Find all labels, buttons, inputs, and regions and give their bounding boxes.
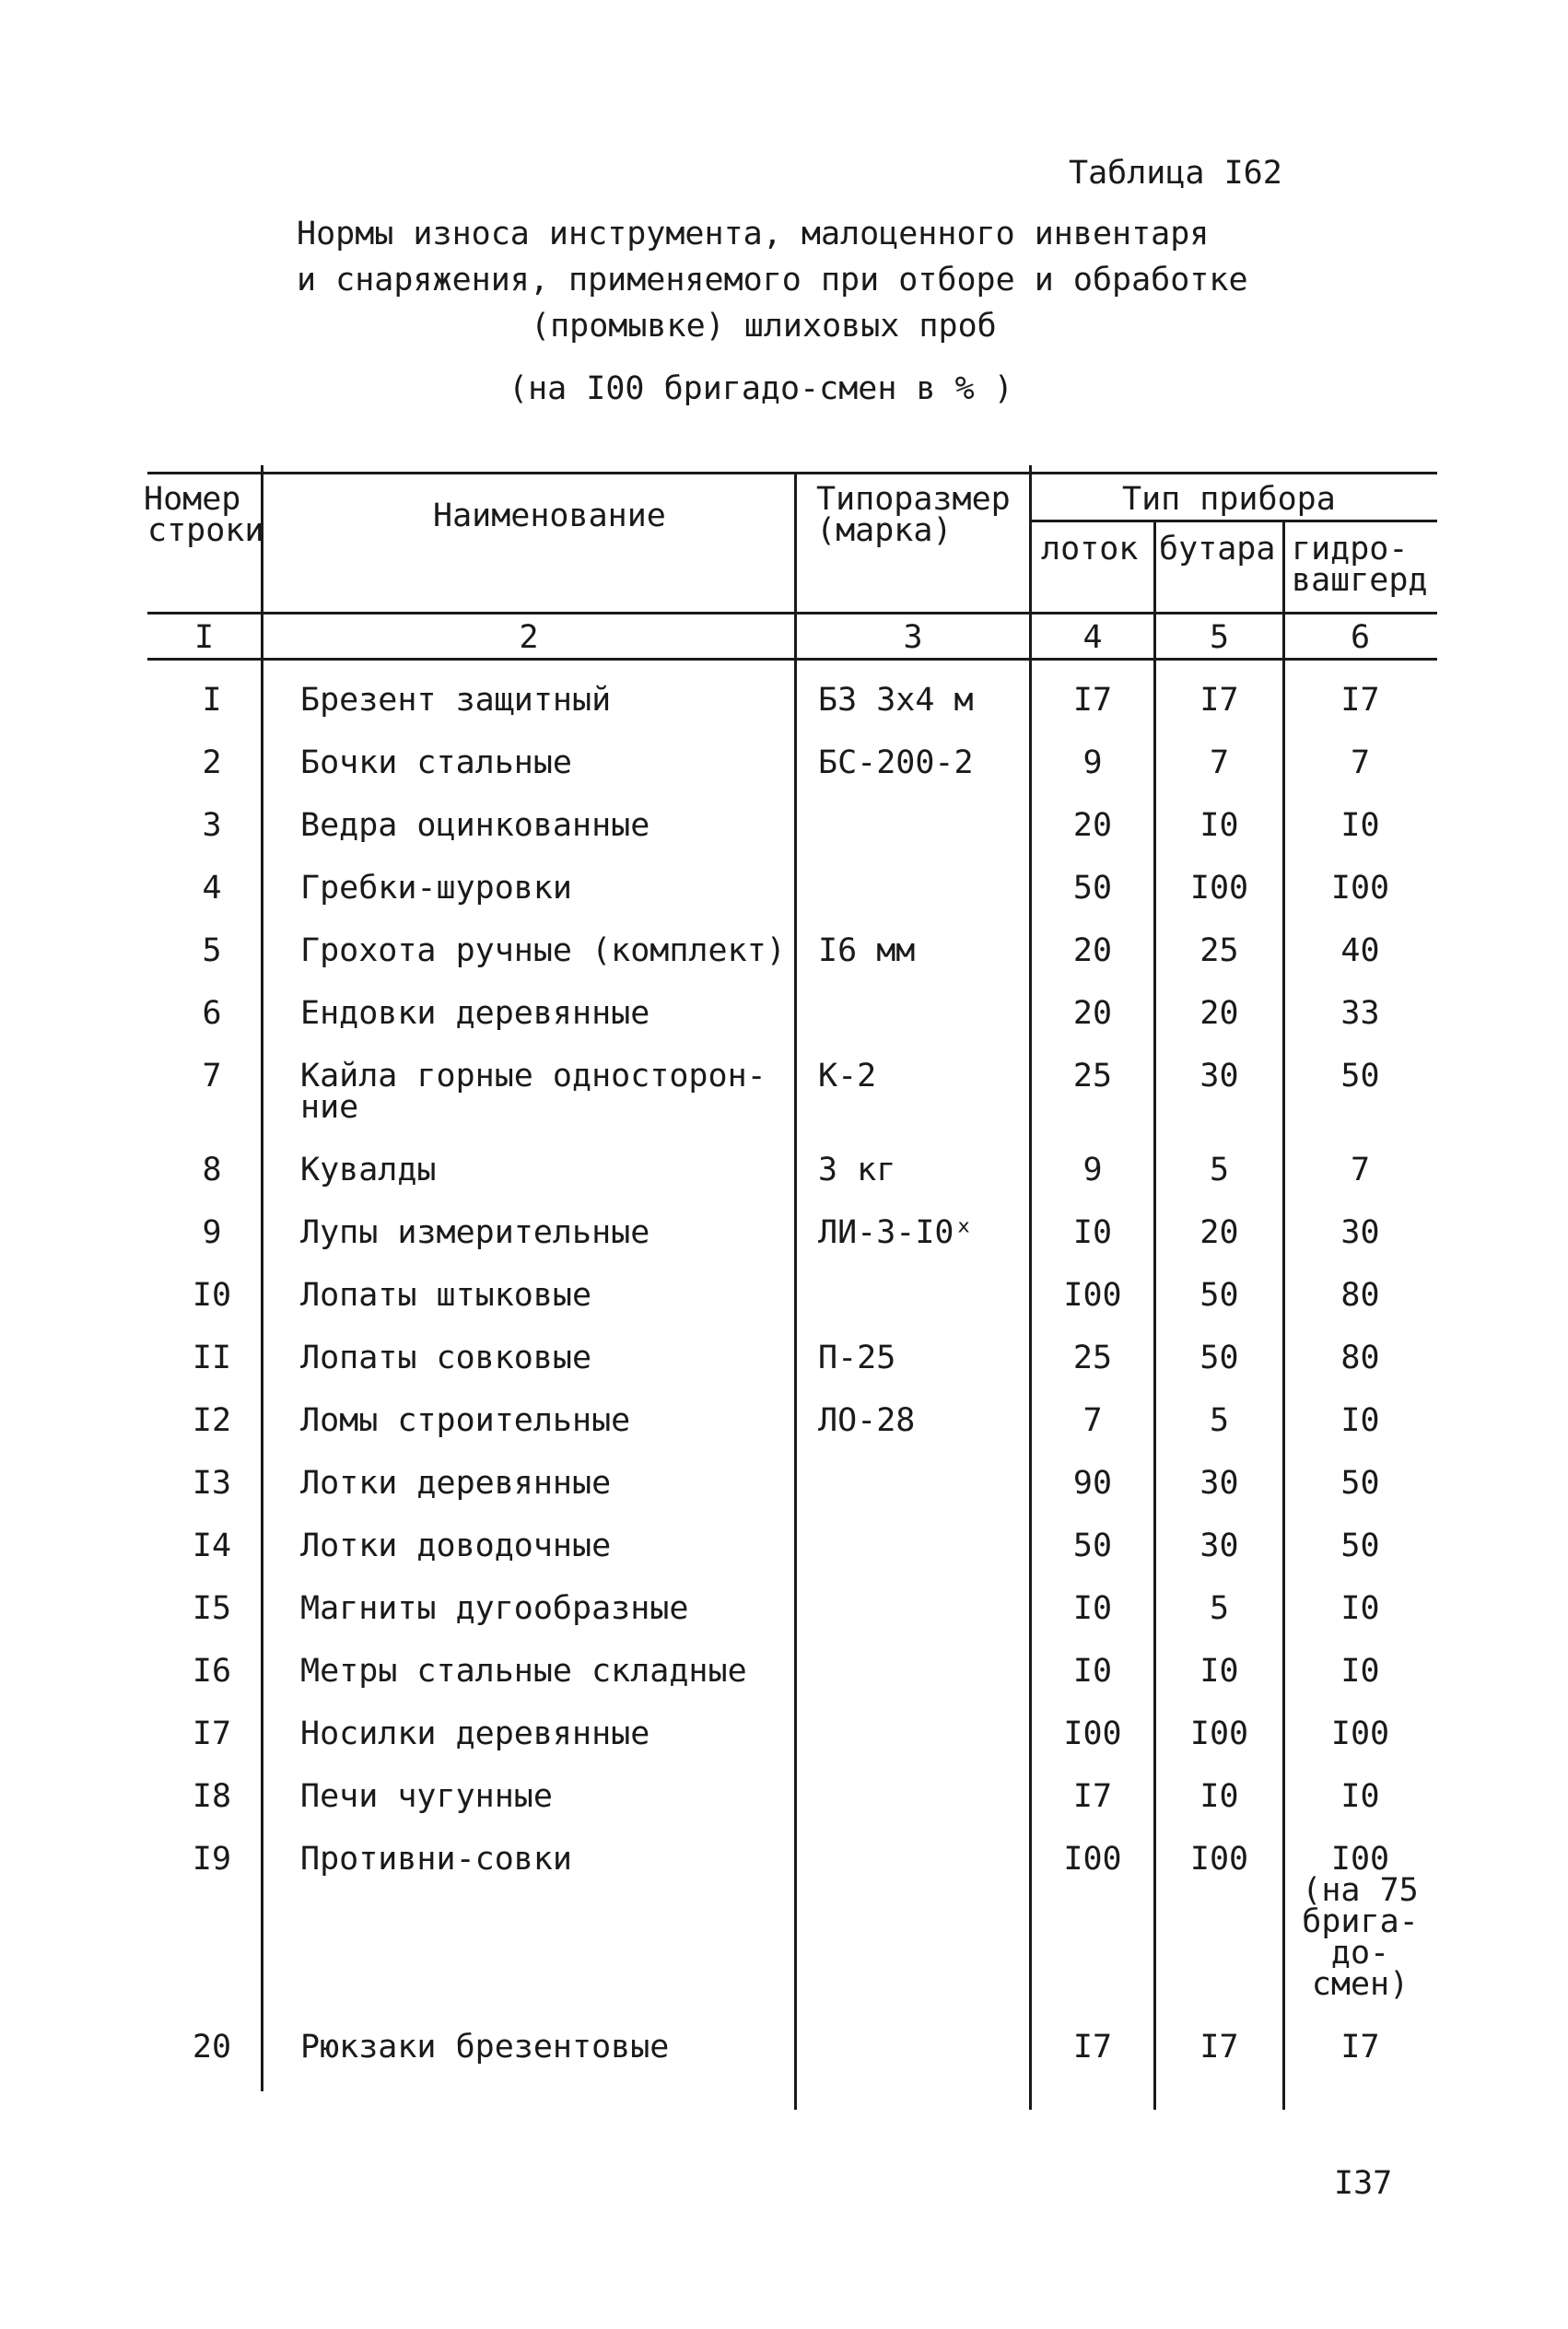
value-gidrovashgerd: 80 <box>1340 1340 1380 1376</box>
item-size: П-25 <box>818 1340 896 1376</box>
header-col1-line1: Номер <box>144 481 241 518</box>
value-lotok: 20 <box>1072 932 1113 969</box>
table-label: Таблица I62 <box>1069 155 1282 192</box>
item-name: Лотки доводочные <box>300 1527 612 1564</box>
value-butara: 20 <box>1199 1214 1239 1251</box>
value-butara: 30 <box>1199 1058 1239 1094</box>
row-number: I5 <box>192 1590 232 1627</box>
value-gidrovashgerd: смен) <box>1311 1966 1410 2003</box>
row-number: 5 <box>202 932 222 969</box>
value-gidrovashgerd: брига- <box>1302 1903 1419 1940</box>
value-gidrovashgerd: I0 <box>1340 807 1380 844</box>
header-bottom-rule <box>147 612 1437 614</box>
value-butara: 5 <box>1209 1402 1230 1439</box>
value-lotok: 50 <box>1072 1527 1113 1564</box>
value-gidrovashgerd: 40 <box>1340 932 1380 969</box>
value-lotok: 20 <box>1072 807 1113 844</box>
header-col3-line2: (марка) <box>816 512 953 549</box>
value-lotok: I00 <box>1063 1841 1122 1878</box>
value-gidrovashgerd: 7 <box>1350 1152 1371 1188</box>
row-number: I8 <box>192 1778 232 1815</box>
title-line-2: и снаряжения, применяемого при отборе и обработке <box>297 262 1248 298</box>
item-size: К-2 <box>818 1058 877 1094</box>
value-butara: I7 <box>1199 682 1239 719</box>
value-gidrovashgerd: I7 <box>1340 2029 1380 2066</box>
col-divider-2 <box>794 472 797 2110</box>
value-lotok: 7 <box>1082 1402 1103 1439</box>
colnum-5: 5 <box>1209 619 1230 656</box>
header-col3-line1: Типоразмер <box>816 481 1011 518</box>
colnum-3: 3 <box>903 619 923 656</box>
value-lotok: 9 <box>1082 1152 1103 1188</box>
item-name: Бочки стальные <box>300 744 573 781</box>
row-number: I <box>202 682 222 719</box>
row-number: 2 <box>202 744 222 781</box>
item-name: Ендовки деревянные <box>300 995 650 1032</box>
item-name: Лопаты совковые <box>300 1340 592 1376</box>
item-size: ЛИ-3-I0ˣ <box>818 1214 974 1251</box>
table-top-rule <box>147 472 1437 474</box>
value-lotok: 20 <box>1072 995 1113 1032</box>
value-lotok: 9 <box>1082 744 1103 781</box>
value-gidrovashgerd: I7 <box>1340 682 1380 719</box>
value-butara: I7 <box>1199 2029 1239 2066</box>
row-number: I4 <box>192 1527 232 1564</box>
value-gidrovashgerd: I0 <box>1340 1653 1380 1690</box>
value-gidrovashgerd: 30 <box>1340 1214 1380 1251</box>
value-butara: 50 <box>1199 1277 1239 1314</box>
value-gidrovashgerd: до- <box>1330 1935 1390 1972</box>
header-col2: Наименование <box>433 497 666 534</box>
item-name: Носилки деревянные <box>300 1715 650 1752</box>
colnum-4: 4 <box>1082 619 1103 656</box>
value-gidrovashgerd: 50 <box>1340 1058 1380 1094</box>
value-gidrovashgerd: I0 <box>1340 1590 1380 1627</box>
title-line-4: (на I00 бригадо-смен в % ) <box>509 370 1013 407</box>
title-line-1: Нормы износа инструмента, малоценного инвентаря <box>297 216 1210 252</box>
value-butara: I0 <box>1199 1653 1239 1690</box>
group-header-rule <box>1029 520 1437 522</box>
value-lotok: I7 <box>1072 682 1113 719</box>
header-col1-line2: строки <box>147 512 264 549</box>
value-butara: 5 <box>1209 1590 1230 1627</box>
header-col5: бутара <box>1159 531 1276 568</box>
value-butara: 5 <box>1209 1152 1230 1188</box>
row-number: I7 <box>192 1715 232 1752</box>
colnum-1: I <box>193 619 215 656</box>
value-butara: 30 <box>1199 1527 1239 1564</box>
value-lotok: 25 <box>1072 1340 1113 1376</box>
item-size: I6 мм <box>818 932 916 969</box>
item-name: Грохота ручные (комплект) <box>300 932 786 969</box>
value-butara: 25 <box>1199 932 1239 969</box>
page-number: I37 <box>1334 2165 1393 2202</box>
value-lotok: 50 <box>1072 870 1113 907</box>
item-name: Гребки-шуровки <box>300 870 573 907</box>
value-lotok: I7 <box>1072 2029 1113 2066</box>
value-butara: 20 <box>1199 995 1239 1032</box>
value-lotok: I7 <box>1072 1778 1113 1815</box>
value-butara: 50 <box>1199 1340 1239 1376</box>
item-name: Противни-совки <box>300 1841 573 1878</box>
value-butara: I00 <box>1189 1715 1249 1752</box>
value-lotok: I0 <box>1072 1653 1113 1690</box>
value-gidrovashgerd: (на 75 <box>1302 1872 1419 1909</box>
row-number: I6 <box>192 1653 232 1690</box>
header-col6-line1: гидро- <box>1292 531 1409 568</box>
header-col4: лоток <box>1041 531 1139 568</box>
item-size: БС-200-2 <box>818 744 974 781</box>
value-gidrovashgerd: I00 <box>1330 1715 1390 1752</box>
value-butara: I0 <box>1199 1778 1239 1815</box>
item-name: Брезент защитный <box>300 682 612 719</box>
value-butara: I00 <box>1189 1841 1249 1878</box>
title-line-3: (промывке) шлиховых проб <box>531 308 997 345</box>
item-name: Метры стальные складные <box>300 1653 747 1690</box>
value-gidrovashgerd: I0 <box>1340 1778 1380 1815</box>
value-lotok: 25 <box>1072 1058 1113 1094</box>
value-gidrovashgerd: 80 <box>1340 1277 1380 1314</box>
item-size: 3 кг <box>818 1152 896 1188</box>
row-number: 7 <box>202 1058 222 1094</box>
item-name: Рюкзаки брезентовые <box>300 2029 670 2066</box>
row-number: I9 <box>192 1841 232 1878</box>
number-row-rule <box>147 658 1437 661</box>
value-butara: I00 <box>1189 870 1249 907</box>
row-number: II <box>192 1340 232 1376</box>
header-group: Тип прибора <box>1122 481 1336 518</box>
value-gidrovashgerd: 50 <box>1340 1465 1380 1502</box>
value-lotok: I0 <box>1072 1214 1113 1251</box>
value-butara: 7 <box>1209 744 1230 781</box>
colnum-6: 6 <box>1350 619 1371 656</box>
value-lotok: 90 <box>1072 1465 1113 1502</box>
item-size: ЛО-28 <box>818 1402 916 1439</box>
row-number: 4 <box>202 870 222 907</box>
value-butara: 30 <box>1199 1465 1239 1502</box>
row-number: 9 <box>202 1214 222 1251</box>
value-gidrovashgerd: 7 <box>1350 744 1371 781</box>
value-butara: I0 <box>1199 807 1239 844</box>
item-name: Магниты дугообразные <box>300 1590 689 1627</box>
row-number: 6 <box>202 995 222 1032</box>
row-number: I2 <box>192 1402 232 1439</box>
row-number: 8 <box>202 1152 222 1188</box>
row-number: 20 <box>192 2029 232 2066</box>
value-gidrovashgerd: 50 <box>1340 1527 1380 1564</box>
value-lotok: I0 <box>1072 1590 1113 1627</box>
item-name: ние <box>300 1089 359 1126</box>
item-size: БЗ 3х4 м <box>818 682 974 719</box>
value-lotok: I00 <box>1063 1277 1122 1314</box>
item-name: Кувалды <box>300 1152 437 1188</box>
row-number: I0 <box>192 1277 232 1314</box>
value-gidrovashgerd: I00 <box>1330 1841 1390 1878</box>
item-name: Лотки деревянные <box>300 1465 612 1502</box>
item-name: Печи чугунные <box>300 1778 553 1815</box>
item-name: Ломы строительные <box>300 1402 631 1439</box>
value-lotok: I00 <box>1063 1715 1122 1752</box>
row-number: 3 <box>202 807 222 844</box>
header-col6-line2: вашгерд <box>1292 562 1428 599</box>
value-gidrovashgerd: I00 <box>1330 870 1390 907</box>
colnum-2: 2 <box>519 619 539 656</box>
value-gidrovashgerd: 33 <box>1340 995 1380 1032</box>
value-gidrovashgerd: I0 <box>1340 1402 1380 1439</box>
item-name: Ведра оцинкованные <box>300 807 650 844</box>
item-name: Лупы измерительные <box>300 1214 650 1251</box>
row-number: I3 <box>192 1465 232 1502</box>
item-name: Кайла горные односторон- <box>300 1058 766 1094</box>
item-name: Лопаты штыковые <box>300 1277 592 1314</box>
